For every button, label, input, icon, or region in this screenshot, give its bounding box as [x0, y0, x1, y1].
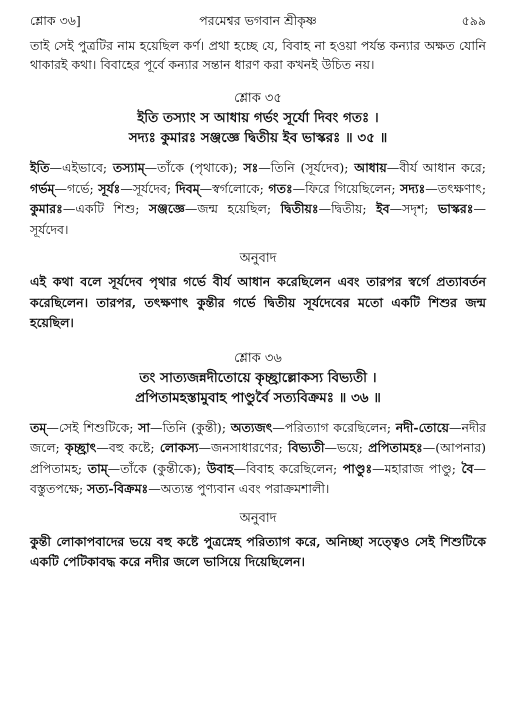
- synonym-meaning: বিবাহ করেছিলেন: [246, 460, 333, 476]
- verse-36-translation-title: অনুবাদ: [239, 510, 277, 526]
- synonym-meaning: দ্বিতীয়: [331, 201, 363, 216]
- synonym-word: বিভ্যতী: [288, 440, 325, 455]
- synonym-meaning: নদীর জলে: [30, 419, 487, 455]
- verse-36-title: শ্লোক ৩৬: [234, 350, 282, 366]
- verse-35-line-2: সদ্যঃ কুমারঃ সঞ্জজ্ঞে দ্বিতীয় ইব ভাস্করঃ ॥ ৩৫ ॥: [128, 130, 388, 146]
- synonym-word: সঞ্জজ্ঞে: [148, 201, 185, 216]
- verse-36-translation: কুন্তী লোকাপবাদের ভয়ে বহু কষ্টে পুত্রস্নেহ পরিত্যাগ করে, অনিচ্ছা সত্ত্বেও সেই শিশুটিকে একটি পেটিকাবদ্ধ করে নদীর জলে ভাসিয়ে দিয়েছিলেন।: [30, 533, 486, 569]
- synonym-meaning: (আপনার) প্রপিতামহ: [30, 440, 487, 476]
- synonym-word: গর্ভম্: [30, 180, 55, 196]
- page-header: [30, 0, 486, 30]
- verse-36-text: [30, 368, 486, 408]
- synonym-meaning: বীর্য আধান করে: [399, 160, 482, 175]
- synonym-meaning: বহু কষ্টে: [108, 440, 151, 455]
- synonym-meaning: অত্যন্ত পুণ্যবান এবং পরাক্রমশালী: [160, 481, 325, 496]
- synonym-word: ইব: [376, 201, 390, 216]
- verse-36-section: [30, 350, 486, 573]
- synonym-meaning: একটি শিশু: [75, 201, 136, 216]
- synonym-meaning: ভয়ে: [336, 440, 359, 455]
- synonym-meaning: তিনি (সূর্যদেব): [270, 160, 345, 175]
- synonym-meaning: তৎক্ষণাৎ: [437, 180, 482, 196]
- synonym-word: তস্যাম্: [112, 160, 145, 175]
- verse-35-section: [30, 90, 486, 334]
- synonym-meaning: সেই শিশুটিকে: [58, 419, 130, 435]
- purport-continuation: তাই সেই পুত্রটির নাম হয়েছিল কর্ণ। প্রথা হচ্ছে যে, বিবাহ না হওয়া পর্যন্ত কন্যার অক্ষত যোনি থাকারই কথা। বিবাহের পূর্বে কন্যার সন্তান ধারণ করা কখনই উচিত নয়।: [30, 38, 486, 72]
- synonym-word: বৈ: [461, 460, 474, 476]
- synonym-word: তম্: [30, 419, 47, 435]
- page-number: ৫৯৯: [461, 13, 486, 28]
- synonym-meaning: জনসাধারণের: [210, 440, 279, 455]
- synonym-word: দ্বিতীয়ঃ: [280, 201, 319, 216]
- verse-35-line-1: ইতি তস্যাং স আধায় গর্ভং সূর্যো দিবং গতঃ ।: [137, 110, 379, 126]
- synonym-word: লোকস্য: [159, 440, 199, 455]
- verse-36-synonyms: তম্—সেই শিশুটিকে; সা—তিনি (কুন্তী); অত্যজৎ—পরিত্যাগ করেছিলেন; নদী-তোয়ে—নদীর জলে; কৃচ্ছ্রাৎ—বহু কষ্টে; লোকস্য—জনসাধারণের; বিভ্যতী—ভয়ে; প্রপিতামহঃ—(আপনার) প্রপিতামহ; তাম্—তাঁকে (কুন্তীকে); উবাহ—বিবাহ করেছিলেন; পাণ্ডুঃ—মহারাজ পাণ্ডু; বৈ—বস্তুতপক্ষে; সত্য-বিক্রমঃ—অত্যন্ত পুণ্যবান এবং পরাক্রমশালী।: [30, 419, 487, 496]
- synonym-word: সূর্যঃ: [98, 180, 121, 196]
- verse-36-line-2: প্রপিতামহস্তামুবাহ পাণ্ডুর্বৈ সত্যবিক্রমঃ ॥ ৩৬ ॥: [135, 389, 381, 406]
- synonym-word: নদী-তোয়ে: [395, 419, 450, 435]
- verse-35-synonyms: ইতি—এইভাবে; তস্যাম্—তাঁকে (পৃথাকে); সঃ—তিনি (সূর্যদেব); আধায়—বীর্য আধান করে; গর্ভম্—গর্ভে; সূর্যঃ—সূর্যদেব; দিবম্—স্বর্গলোকে; গতঃ—ফিরে গিয়েছিলেন; সদ্যঃ—তৎক্ষণাৎ; কুমারঃ—একটি শিশু; সঞ্জজ্ঞে—জন্ম হয়েছিল; দ্বিতীয়ঃ—দ্বিতীয়; ইব—সদৃশ; ভাস্করঃ—সূর্যদেব।: [30, 160, 487, 237]
- synonym-word: সদ্যঃ: [400, 180, 426, 196]
- verse-35-translation: এই কথা বলে সূর্যদেব পৃথার গর্ভে বীর্য আধান করেছিলেন এবং তারপর স্বর্গে প্রত্যাবর্তন করেছিলেন। তারপর, তৎক্ষণাৎ কুন্তীর গর্ভে দ্বিতীয় সূর্যদেবের মতো একটি শিশুর জন্ম হয়েছিল।: [30, 274, 486, 330]
- verse-35-title: শ্লোক ৩৫: [234, 91, 282, 106]
- synonym-word: প্রপিতামহঃ: [368, 440, 423, 455]
- synonym-meaning: তিনি (কুন্তী): [162, 419, 222, 435]
- synonym-word: আধায়: [354, 160, 387, 175]
- synonym-word: অত্যজৎ: [230, 419, 273, 435]
- synonym-meaning: মহারাজ পাণ্ডু: [384, 460, 452, 476]
- synonym-word: উবাহ: [206, 460, 234, 476]
- synonym-word: সা: [138, 419, 150, 435]
- synonym-meaning: সূর্যদেব: [132, 180, 167, 196]
- verse-36-line-1: তং সাত্যজন্নদীতোয়ে কৃচ্ছ্রাল্লোকস্য বিভ্যতী ।: [139, 369, 377, 386]
- verse-35-translation-title: অনুবাদ: [239, 251, 277, 266]
- synonym-meaning: তাঁকে (পৃথাকে): [157, 160, 234, 175]
- synonym-word: দিবম্: [175, 180, 200, 196]
- synonym-meaning: ফিরে গিয়েছিলেন: [305, 180, 392, 196]
- synonym-word: গতঃ: [268, 180, 293, 196]
- synonym-meaning: গর্ভে: [66, 180, 90, 196]
- synonym-meaning: এইভাবে: [61, 160, 103, 175]
- header-title: পরমেশ্বর ভগবান শ্রীকৃষ্ণ: [199, 13, 317, 28]
- header-verse-ref: শ্লোক ৩৬]: [30, 13, 81, 28]
- synonym-meaning: তাঁকে (কুন্তীকে): [120, 460, 197, 476]
- verse-35-text: [30, 108, 486, 148]
- synonym-meaning: পরিত্যাগ করেছিলেন: [284, 419, 387, 435]
- synonym-word: কৃচ্ছ্রাৎ: [65, 440, 97, 455]
- synonym-meaning: স্বর্গলোকে: [212, 180, 260, 196]
- synonym-meaning: সদৃশ: [402, 201, 425, 216]
- synonym-word: সত্য-বিক্রমঃ: [87, 481, 149, 496]
- synonym-meaning: বস্তুতপক্ষে: [30, 481, 79, 496]
- synonym-word: সঃ: [243, 160, 259, 175]
- synonym-word: ইতি: [30, 160, 50, 175]
- synonym-meaning: জন্ম হয়েছিল: [197, 201, 267, 216]
- synonym-word: কুমারঃ: [30, 201, 63, 216]
- synonym-meaning: সূর্যদেব: [30, 221, 65, 237]
- synonym-word: তাম্: [87, 460, 108, 476]
- synonym-word: ভাস্করঃ: [437, 201, 474, 216]
- synonym-word: পাণ্ডুঃ: [342, 460, 373, 476]
